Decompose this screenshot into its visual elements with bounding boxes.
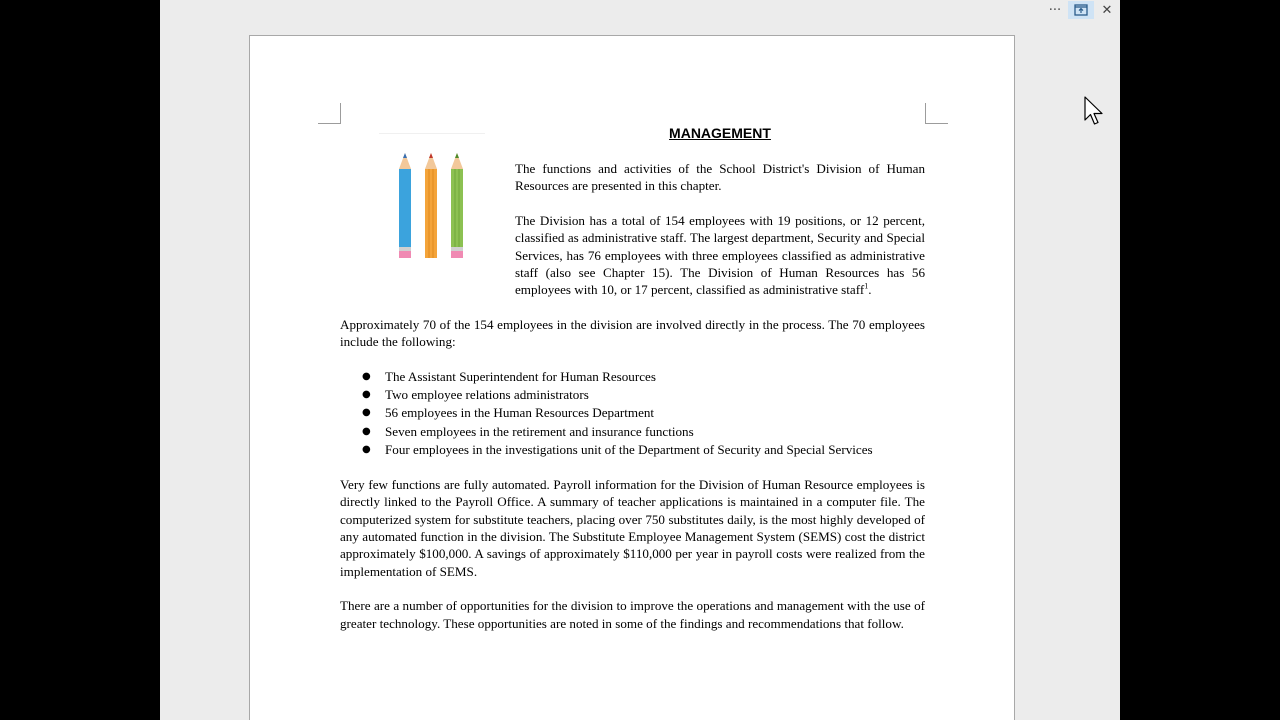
bullet-icon: ● (362, 389, 371, 401)
list-item (340, 404, 925, 421)
more-options-icon[interactable]: ··· (1048, 2, 1062, 18)
paragraph-automation: Very few functions are fully automated. Payroll information for the Division of Human Resource employees is directly linked to the Payroll Office. A summary of teacher applications is maintained in a computer file. The computerized system for substitute teachers, placing over 750 substitutes daily, is the most highly developed of any automated function in the division. The Substitute Employee Management System (SEMS) cost the district approximately $100,000. A savings of approximately $110,000 per year in payroll costs were realized from the implementation of SEMS. (340, 476, 925, 579)
list-item (340, 441, 925, 458)
window-toolbar (1042, 0, 1120, 20)
paragraph-staffing-end: . (868, 282, 872, 298)
paragraph-intro: The functions and activities of the School District's Division of Human Resources are presented in this chapter. (515, 161, 925, 194)
restore-window-icon[interactable] (1068, 1, 1094, 19)
employee-list (340, 368, 925, 459)
list-item-text: Two employee relations administrators (385, 387, 589, 403)
bullet-icon: ● (362, 444, 371, 456)
close-icon[interactable]: ✕ (1101, 2, 1113, 18)
list-item (340, 386, 925, 403)
list-item-text: Four employees in the investigations unit of the Department of Security and Special Services (385, 442, 873, 458)
mouse-cursor-icon (1084, 96, 1108, 128)
document-page (249, 35, 1015, 720)
list-item (340, 368, 925, 385)
crop-mark-top-left (318, 103, 341, 124)
list-item (340, 423, 925, 440)
bullet-icon: ● (362, 370, 371, 382)
paragraph-staffing-text: The Division has a total of 154 employees with 19 positions, or 12 percent, classified as administrative staff. The largest department, Security and Special Services, has 76 employees with three employees classified as administrative staff (also see Chapter 15). The Division of Human Resources has 56 employees with 10, or 17 percent, classified as administrative staff (515, 212, 925, 298)
bullet-icon: ● (362, 407, 371, 419)
page-title: MANAGEMENT (669, 125, 771, 141)
list-item-text: The Assistant Superintendent for Human Resources (385, 368, 656, 384)
footnote-reference[interactable]: 1 (864, 282, 869, 292)
bullet-icon: ● (362, 425, 371, 437)
document-body[interactable] (340, 125, 925, 649)
list-item-text: Seven employees in the retirement and insurance functions (385, 423, 694, 439)
list-item-text: 56 employees in the Human Resources Department (385, 405, 655, 421)
crop-mark-top-right (925, 103, 948, 124)
image-wrap-spacer (340, 160, 515, 313)
paragraph-opportunities: There are a number of opportunities for the division to improve the operations and management with the use of greater technology. These opportunities are noted in some of the findings and recommendations that follow. (340, 598, 925, 631)
document-viewport[interactable] (160, 0, 1120, 720)
paragraph-employees: Approximately 70 of the 154 employees in the division are involved directly in the process. The 70 employees include the following: (340, 316, 925, 350)
